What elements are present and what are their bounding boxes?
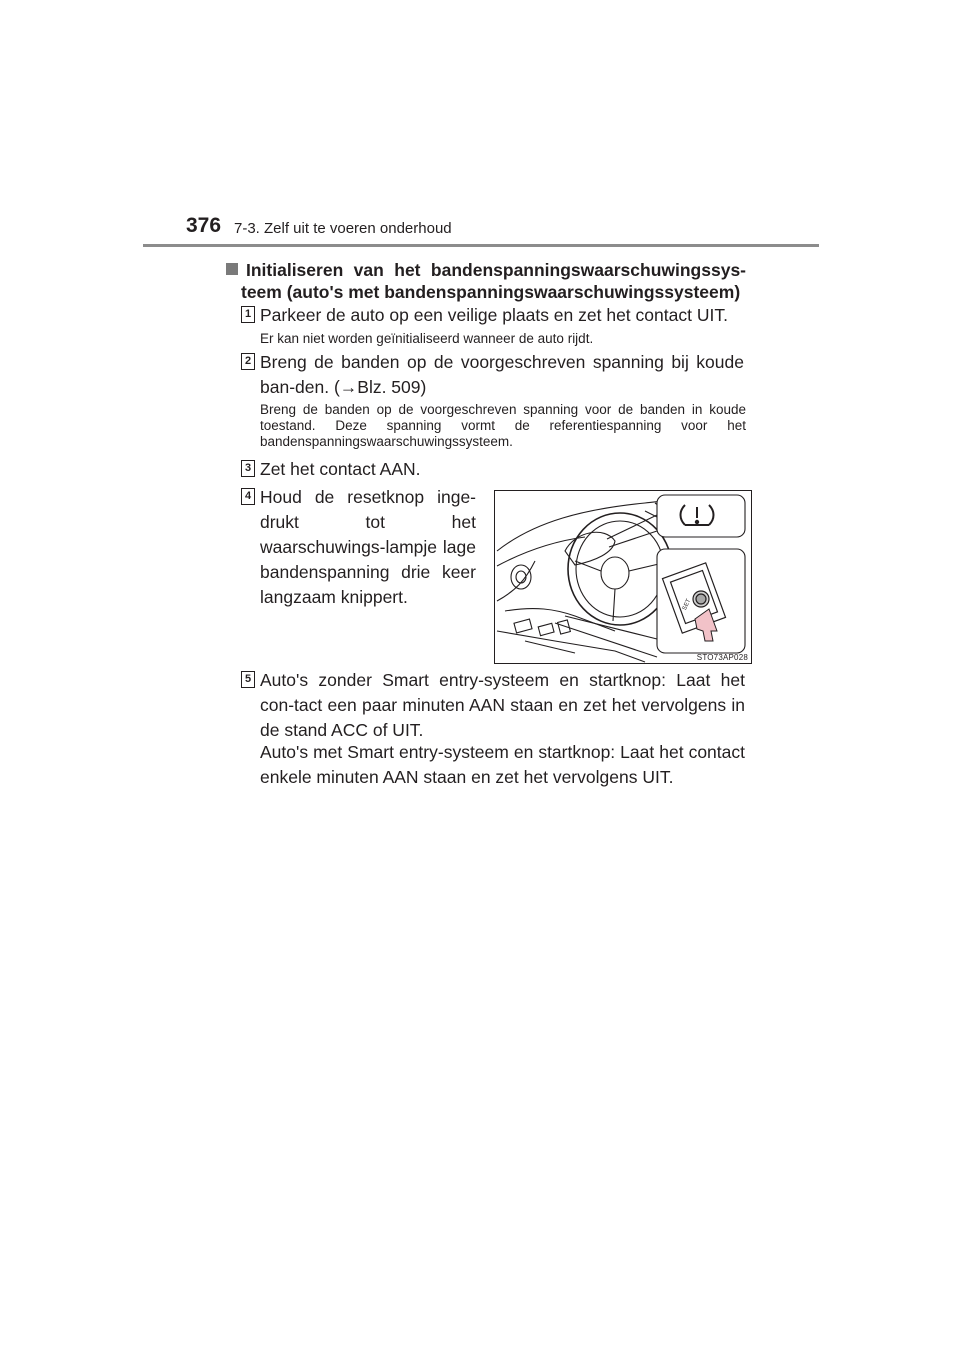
step-2-text: Breng de banden op de voorgeschreven spanning bij koude ban-den. (→Blz. 509) bbox=[260, 352, 744, 397]
step-number-5: 5 bbox=[241, 671, 255, 688]
step-4-text: Houd de resetknop inge-drukt tot het waarschuwings-lampje lage bandenspanning drie keer langzaam knippert. bbox=[260, 487, 476, 607]
dashboard-drawing bbox=[495, 491, 751, 663]
square-bullet-icon bbox=[226, 263, 238, 275]
step-number-3: 3 bbox=[241, 460, 255, 477]
page-number: 376 bbox=[186, 214, 222, 237]
figure-caption: STO73AP028 bbox=[696, 653, 748, 662]
step-number-2: 2 bbox=[241, 353, 255, 370]
step-3-text: Zet het contact AAN. bbox=[260, 459, 421, 479]
heading-line-1: Initialiseren van het bandenspanningswaarschuwingssys- bbox=[226, 258, 746, 282]
section-title: 7-3. Zelf uit te voeren onderhoud bbox=[234, 220, 452, 237]
step-2-note: Breng de banden op de voorgeschreven spanning voor de banden in koude toestand. Deze spanning vormt de referentiespanning voor het bandenspanningswaarschuwingssysteem. bbox=[260, 402, 746, 449]
heading-line-2: teem (auto's met bandenspanningswaarschuwingssysteem) bbox=[241, 282, 741, 302]
set-button-label: SET bbox=[681, 598, 693, 612]
step-number-1: 1 bbox=[241, 306, 255, 323]
step-1-text: Parkeer de auto op een veilige plaats en zet het contact UIT. bbox=[260, 305, 728, 325]
step-5-text: Auto's zonder Smart entry-systeem en startknop: Laat het con-tact een paar minuten AAN staan en zet het vervolgens in de stand ACC of UIT. bbox=[260, 670, 745, 740]
dashboard-illustration bbox=[494, 490, 752, 664]
step-number-4: 4 bbox=[241, 488, 255, 505]
step-5-text-2: Auto's met Smart entry-systeem en startknop: Laat het contact enkele minuten AAN staan en zet het vervolgens UIT. bbox=[260, 742, 745, 787]
header-rule bbox=[143, 244, 819, 247]
step-1-note: Er kan niet worden geïnitialiseerd wanneer de auto rijdt. bbox=[260, 331, 594, 346]
